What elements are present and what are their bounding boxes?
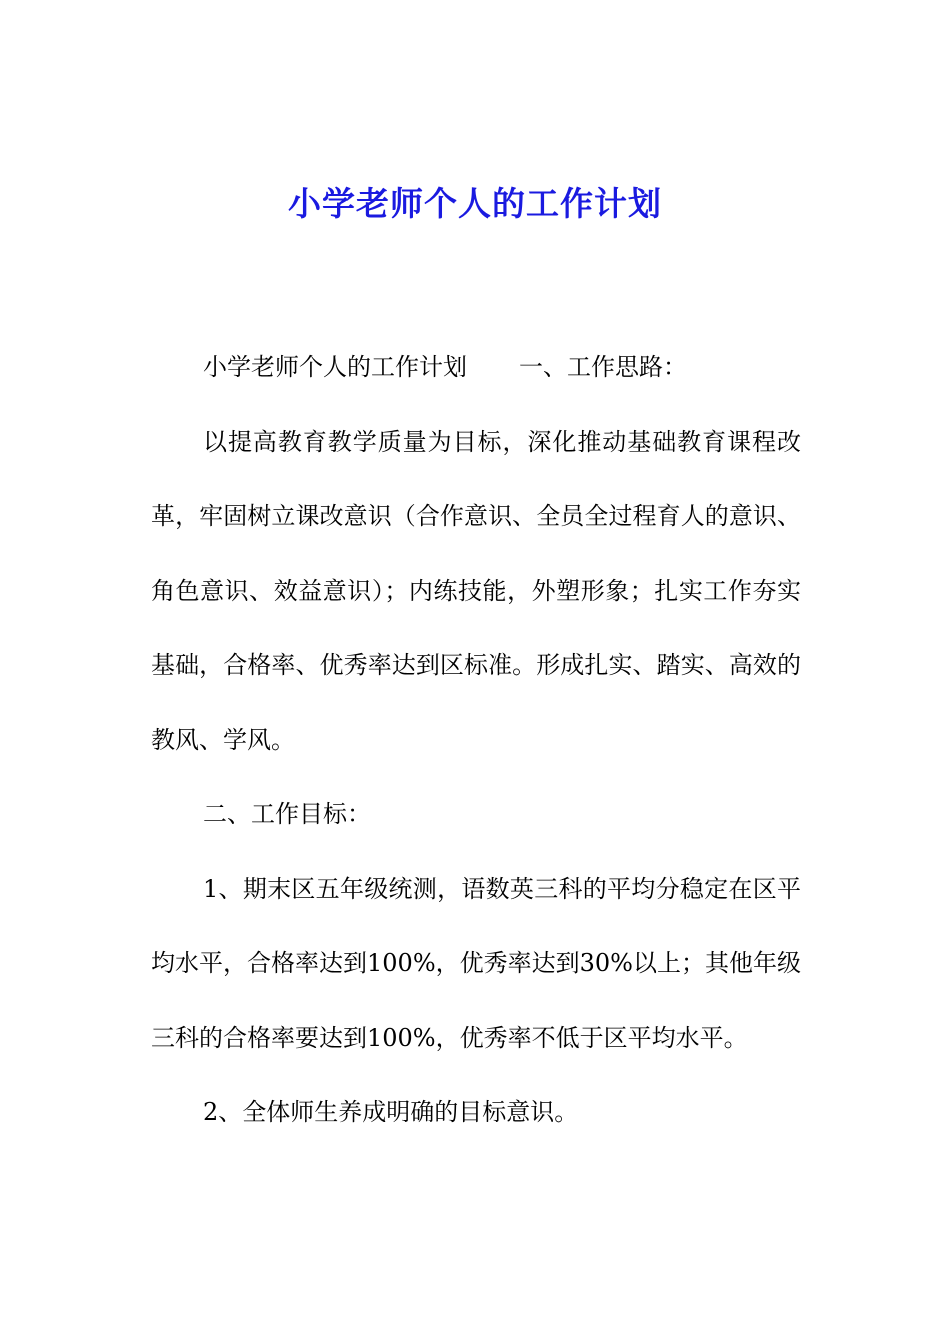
section1-heading: 一、工作思路： (519, 353, 687, 381)
paragraph-goal-2: 2、全体师生养成明确的目标意识。 (203, 1098, 579, 1126)
document-body (151, 330, 801, 1150)
document-title: 小学老师个人的工作计划 (288, 184, 662, 223)
section2-heading: 二、工作目标： (203, 800, 371, 828)
intro-paragraph (151, 330, 801, 405)
paragraph-work-approach: 以提高教育教学质量为目标，深化推动基础教育课程改革，牢固树立课改意识（合作意识、全员全过程育人的意识、角色意识、效益意识）；内练技能，外塑形象；扎实工作夯实基础，合格率、优秀率达到区标准。形成扎实、踏实、高效的教风、学风。 (151, 427, 801, 754)
paragraph-goal-1: 1、期末区五年级统测，语数英三科的平均分稳定在区平均水平，合格率达到100%，优秀率达到30%以上；其他年级三科的合格率要达到100%，优秀率不低于区平均水平。 (151, 874, 801, 1052)
intro-label: 小学老师个人的工作计划 (203, 353, 467, 381)
